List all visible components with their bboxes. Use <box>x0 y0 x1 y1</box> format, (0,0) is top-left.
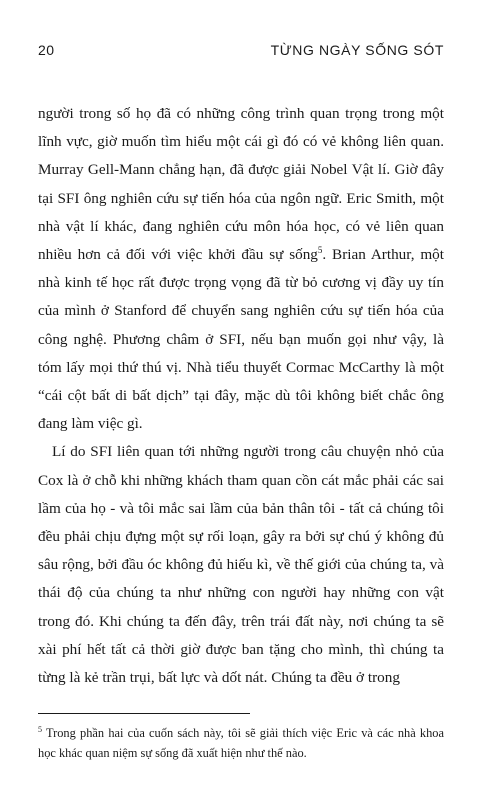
footnote <box>38 724 444 763</box>
body-text <box>38 100 444 692</box>
paragraph-1-text-b: . Brian Arthur, một nhà kinh tế học rất được trọng vọng đã từ bỏ cương vị đầy uy tín của mình ở Stanford để chuyển sang nghiên cứu sự tiến hóa của công nghệ. Phương châm ở SFI, nếu bạn muốn gọi như vậy, là tóm lấy mọi thứ thú vị. Nhà tiểu thuyết Cormac McCarthy là một “cái cột bất di bất dịch” tại đây, mặc dù tôi không biết chắc ông đang làm việc gì. <box>38 246 444 433</box>
book-title: TỪNG NGÀY SỐNG SÓT <box>270 42 444 58</box>
running-header <box>38 42 444 64</box>
footnote-marker: 5 <box>38 724 42 734</box>
paragraph-1-text-a: người trong số họ đã có những công trình quan trọng trong một lĩnh vực, giờ muốn tìm hiểu một cái gì đó có vẻ không liên quan. Murray Gell-Mann chẳng hạn, đã được giải Nobel Vật lí. Giờ đây tại SFI ông nghiên cứu sự tiến hóa của ngôn ngữ. Eric Smith, một nhà vật lí khác, đang nghiên cứu môn hóa học, có vẻ liên quan nhiều hơn cả đối với việc khởi đầu sự sống <box>38 105 444 264</box>
paragraph-2: Lí do SFI liên quan tới những người trong câu chuyện nhỏ của Cox là ở chỗ khi những khách tham quan cồn cát mắc phải các sai lầm của họ - và tôi mắc sai lầm của bản thân tôi - tất cả chúng tôi đều phải chịu đựng một sự rối loạn, gây ra bởi sự chú ý không đủ sâu rộng, bởi đầu óc không đủ hiếu kì, về thế giới của chúng ta, và thái độ của chúng ta như những con người hay những con vật trong đó. Khi chúng ta đến đây, trên trái đất này, nơi chúng ta sẽ xài phí hết tất cả thời giờ được ban tặng cho mình, thì chúng ta từng là kẻ trần trụi, bất lực và dốt nát. Chúng ta đều ở trong <box>38 443 444 687</box>
page-number: 20 <box>38 42 55 58</box>
footnote-text: Trong phần hai của cuốn sách này, tôi sẽ giải thích việc Eric và các nhà khoa học khác quan niệm sự sống đã xuất hiện như thế nào. <box>38 726 444 760</box>
footnote-divider <box>38 713 250 714</box>
footnote-reference: 5 <box>317 244 323 255</box>
paragraph-1 <box>38 100 444 438</box>
